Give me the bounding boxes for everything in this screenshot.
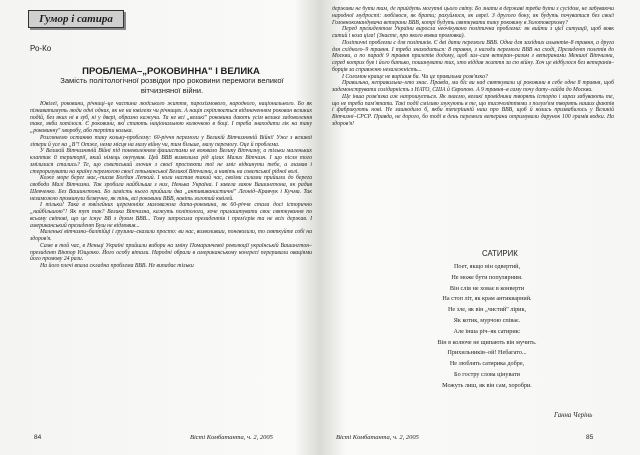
section-banner: Гумор і сатира [28, 10, 124, 28]
paragraph: Маленькі вітчизни–балтійці і грузини–сказали просто: ви нас, визволивши, поневолили, то святкуйте собі на здоров'я. [30, 229, 312, 242]
article-subheadline: Замість політологічної розвідки про роковини перемоги великої вітчизняної війни. [60, 76, 284, 95]
right-page [322, 0, 640, 455]
paragraph: держави не бути там, де прийдуть могутні цього світу. Бо знати в державі треба бути з сусідом, не забуваючи народної мудрості: любімося, як брати; рахуймося, як євреї. З другого боку, як будуть почуватися без своєї Головнокомандувача ветерани ВВВ, котрі будуть святкувати таку роковину в Золотоверхому? [332, 6, 614, 26]
paragraph: І Соломон краще не вирішив би. Чи це правильна розв'язка? [342, 73, 488, 80]
paragraph: Політичні проблеми є для політиків. Є дві дати перемоги ВВВ. Одна для західних альянтів–8 травня, а друга для східного–9 травня. І треба знаходиться: 8 травня, з нагоди перемоги ВВВ на сході, Президент полетів до Москви, а по параді 9 травня прилетів додому, щоб зал–сам ветеран–разом з ветеранами Меншої Вітчизни, серед котрих був і його батько, пошанувати тих, хто віддав життя за сю війну. Хоч це відбулося без ветеранів–борців за справжню незалежність... [332, 39, 614, 73]
paragraph: Коже море берег має,–писав Богдан Лепкий. І коли настав такий час, своїми силами прийшли до берега свободи Малі Вітчизни. Так зробила найбільша з них, Ненька Україна. І завела закон Вашингтона, як радив Шевченко. Без Вашингтона. Бо замість нього прийшли два „антививанистичні" Леонід–Кравчук і Кучма. Так незаможно проминули безвучно, як тінь, всі роковини ВВВ, навіть золотий ювілей. [30, 175, 312, 202]
running-footer-left: Вісті Комбатанта, ч. 2, 2005 [190, 434, 273, 441]
poem-line: Він в колюче не щипають він мучить. [437, 338, 537, 346]
article-headline: ПРОБЛЕМА–„РОКОВИННА" І ВЕЛИКА [82, 66, 260, 77]
poem-line: На стоп літ, як крам антикварний. [442, 295, 532, 303]
running-footer-right: Вісті Комбатанта, ч. 2, 2005 [336, 434, 419, 441]
paragraph: Саме в той час, в Неньці Україні прийшли вибори на зміну Помаранчевої революції українській Вашингтон–президент Віктор Ющенко. Його особу вітали. Народні обрали в американському конгресі переривали оваціями його промову 24 рази. [30, 242, 312, 263]
paragraph: Ще інша розв'язка аж напрошується. Як знаємо, великі провідники творять історію і зараз забувають те, що не треба пам'ятати. Такі події сміливо злукують в те, що тисячоліттями з полум'ям творять наших фактів і фабрикують нові. Не зашкодило б, якби теперішній наш про ВВВ, щоб й колись призвабилось у Великій Вітчизні–СРСР. Правда, не дорого, бо тоді в день перемоги ветерани отримували дарунок 100 грамів водки. На здоров'я! [332, 93, 614, 127]
poem-line: Не люблять сатирика добре, [449, 360, 525, 368]
poem-line: Прихильників–ой! Небагато... [447, 349, 527, 357]
left-page [0, 0, 318, 455]
poem-body [352, 262, 622, 392]
paragraph: Перед президентом України виросла неочікувано політична проблема: як вийти з цієї ситуації, щоб вовк ситий і коза ціла! (Знаєте, про якого вовка промовка). [332, 26, 614, 39]
poem-line: Не може бути популярним. [451, 273, 523, 281]
poem-line: Але інша річ–як сатирик: [453, 327, 521, 335]
article-author: Ро-Ко [30, 44, 52, 53]
page-number-right: 85 [586, 434, 594, 441]
paragraph: На його плечі впала складна проблема ВВВ. Не випадає тільки [40, 263, 194, 269]
poem-line: Не злe, як він „чистий" лірик, [447, 306, 527, 314]
poem-line: Можуть лиш, як він сам, хоробри. [442, 381, 532, 389]
paragraph: У Великій Вітчизняній Війні під поневоленням фашистами не воювало Велику Вітчизну, а тільки маленьких клаптик її території, який німець окупував. Цей ВВВ визволила рід цілих Малих Вітчизн. І що після того змілилися стались? Те, що совєтський злочин з своєї проспекти тої не зміг відкинути тебе, а зламав і стероризувати на країну перемогою своєї гетьманської Великої Вітчизни, а навіть на совєтської рідної волі. [30, 148, 312, 175]
poem-line: Він слів не ховає в конверти [449, 284, 525, 292]
poem-title: САТИРИК [482, 249, 518, 258]
paragraph: Правильна, неправильна–хто знає. Правда, ми біс ви над святкували ці роковини в себе одне 8 травня, щоб задемонструвати солідарність з НАТО, США й Європою. А 9 травня–в саму почу дату–гайда до Москви. [332, 80, 614, 93]
paragraph: Розглянемо останню таку кольку-проблему: 60-річчя перемоги у Великій Вітчизняній Війні! Уже з великої літери й усе на „В"! Отже, нема місця на малу війну чи, тим більше, малу перемогу. Оце й проблема. [30, 134, 312, 148]
poem-line: Як котик, мурчою співає. [453, 316, 521, 324]
poem-line: Бо гостру слова цінувати [454, 370, 520, 378]
poem-author: Ганна Черінь [554, 412, 593, 419]
right-article-body [332, 6, 614, 242]
paragraph: І тільки! Така в ювілейних церемоніях маловажна дата-роковина, як 60-річчя стала досі історично „найбільшою"! Як тут так? Велика Вітчизна, кажуть політологи, хоче прилаштувати своє святкування по всьому світові, що це існує ВВ з духом ВВВ... Тому запросила президентів і прем'єрів та не всіх держав. І американський президент Буш не відмовив... [30, 202, 312, 229]
page-number-left: 84 [34, 434, 42, 441]
poem-line: Поет, якщо він одвертий, [453, 263, 521, 270]
paragraph: Ювілеї, роковини, річниці–це частина людського життя, пароxізмового, народного, національного. Бо як пізнаватимуть люди одні одних, як не на ювілеях чи річницях. А нація скріплюється відзначенням роковин великих подій, без яких ні в зуб, ні у двері, образно кажучи. Та не всі „великі" роковини даютъ усім велике задоволення таке, якби хотілося. Є роковини, які стають національною колючкою в боці. І треба знаходити лік на таку „роковинну" хворобу, або терпіти колька. [30, 101, 312, 134]
left-article-body [30, 101, 312, 419]
